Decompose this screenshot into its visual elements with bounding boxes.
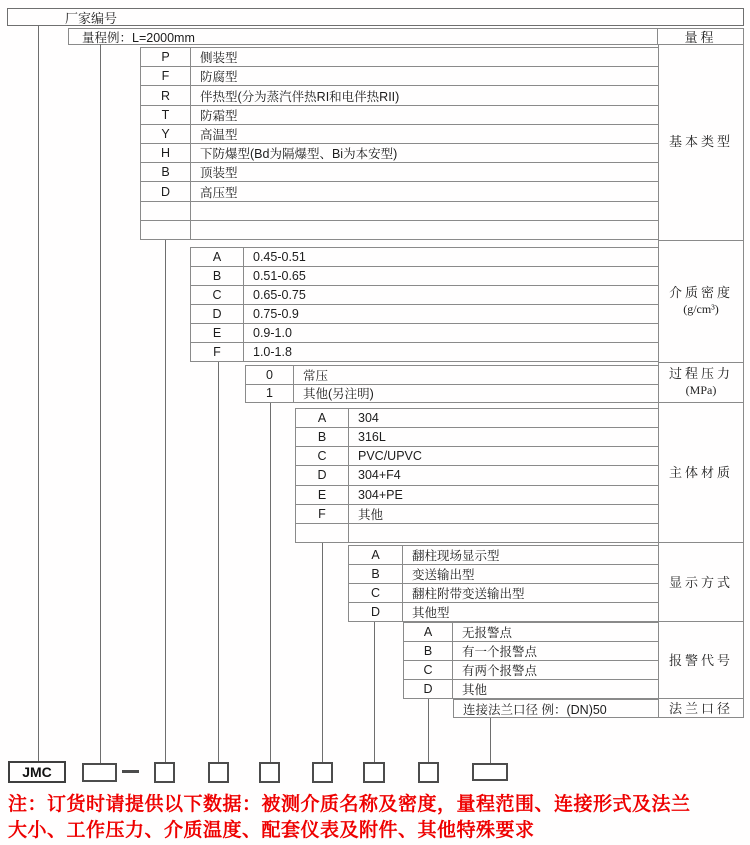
section-table-flange — [453, 699, 658, 718]
side-label-material — [659, 402, 743, 542]
row-pressure-1 — [245, 384, 658, 403]
description-cell: 伴热型(分为蒸汽伴热RI和电伴热RII) — [200, 89, 400, 104]
row-density-E — [190, 323, 658, 342]
model-code-box — [312, 762, 333, 783]
code-cell: A — [296, 409, 349, 427]
row-material-A — [295, 408, 658, 427]
model-code-box — [259, 762, 280, 783]
row-material-empty — [295, 523, 658, 542]
code-cell: R — [141, 86, 191, 104]
side-label-text: 基本类型 — [668, 134, 733, 150]
code-cell: H — [141, 144, 191, 162]
section-table-material — [295, 408, 658, 543]
description-cell: 0.51-0.65 — [253, 269, 306, 283]
description-cell: 其他 — [462, 683, 488, 697]
description-cell: 304 — [358, 411, 379, 426]
description-cell: 防霜型 — [200, 108, 238, 123]
manufacturer-code-label: 厂家编号 — [65, 10, 118, 26]
row-basic_type-Y — [140, 124, 658, 143]
code-cell: B — [141, 163, 191, 181]
section-table-pressure — [245, 365, 658, 403]
model-separator-dash — [122, 770, 139, 773]
row-alarm-C — [403, 660, 658, 679]
row-basic_type-T — [140, 105, 658, 124]
side-label-subtext: (g/cm³) — [683, 302, 719, 317]
code-cell: A — [191, 248, 244, 266]
code-cell: C — [191, 286, 244, 304]
description-cell — [191, 221, 658, 239]
code-cell: T — [141, 106, 191, 124]
code-cell: F — [141, 67, 191, 85]
code-cell: 1 — [246, 385, 294, 403]
manufacturer-code-row — [7, 8, 744, 26]
model-code-box — [418, 762, 439, 783]
code-cell: F — [296, 505, 349, 523]
side-label-alarm — [659, 621, 743, 698]
row-density-B — [190, 266, 658, 285]
side-label-text: 报警代号 — [668, 652, 733, 668]
row-density-D — [190, 304, 658, 323]
description-cell: 下防爆型(Bd为隔爆型、Bi为本安型) — [200, 147, 398, 162]
section-table-display — [348, 545, 658, 622]
side-label-text: 介质密度 — [668, 285, 733, 301]
row-density-A — [190, 247, 658, 266]
connector-line — [374, 622, 375, 763]
code-cell: D — [296, 466, 349, 484]
section-table-alarm — [403, 622, 658, 699]
code-cell: D — [191, 305, 244, 323]
row-flange-main — [453, 699, 658, 717]
connector-line — [165, 240, 166, 763]
code-cell: E — [296, 486, 349, 504]
code-cell: C — [349, 584, 403, 602]
row-basic_type-F — [140, 66, 658, 85]
description-cell: 变送输出型 — [412, 568, 475, 582]
side-label-flange — [659, 698, 743, 717]
description-cell: 1.0-1.8 — [253, 345, 292, 359]
connector-line — [428, 699, 429, 763]
model-prefix-box: JMC — [8, 761, 66, 783]
description-cell: 0.9-1.0 — [253, 326, 292, 340]
description-cell: 0.45-0.51 — [253, 250, 306, 264]
row-basic_type-empty — [140, 220, 658, 239]
connector-line — [100, 44, 101, 763]
ordering-note — [8, 792, 748, 844]
range-example-text: 量程例：L=2000mm — [82, 30, 195, 45]
row-basic_type-H — [140, 143, 658, 162]
code-cell: D — [404, 680, 453, 698]
code-cell: D — [141, 182, 191, 200]
side-label-text: 显示方式 — [668, 574, 733, 590]
model-code-box — [363, 762, 385, 783]
ordering-note-line1: 注：订货时请提供以下数据：被测介质名称及密度，量程范围、连接形式及法兰 — [8, 794, 691, 815]
row-material-E — [295, 485, 658, 504]
description-cell — [191, 202, 658, 220]
code-cell: F — [191, 343, 244, 361]
row-pressure-0 — [245, 365, 658, 384]
description-cell: 连接法兰口径 例：(DN)50 — [463, 702, 607, 717]
row-material-C — [295, 446, 658, 465]
code-cell — [296, 524, 349, 542]
connector-line — [218, 362, 219, 763]
range-example-row — [68, 28, 744, 45]
model-code-box — [472, 763, 508, 781]
row-basic_type-B — [140, 162, 658, 181]
code-cell: B — [296, 428, 349, 446]
side-label-text: 法兰口径 — [668, 700, 733, 716]
code-cell: B — [349, 565, 403, 583]
row-material-B — [295, 427, 658, 446]
row-basic_type-R — [140, 85, 658, 104]
row-basic_type-P — [140, 47, 658, 66]
connector-line — [38, 26, 39, 763]
row-alarm-A — [403, 622, 658, 641]
description-cell: 316L — [358, 430, 386, 445]
description-cell: 其他型 — [412, 606, 450, 620]
description-cell: 翻柱附带变送输出型 — [412, 587, 525, 601]
model-code-box — [208, 762, 229, 783]
description-cell: 0.65-0.75 — [253, 288, 306, 302]
description-cell: 高温型 — [200, 127, 238, 142]
code-cell — [141, 202, 191, 220]
description-cell: 有一个报警点 — [462, 645, 538, 659]
code-cell: A — [404, 623, 453, 641]
row-density-C — [190, 285, 658, 304]
connector-line — [322, 543, 323, 763]
row-density-F — [190, 342, 658, 361]
description-cell: 304+F4 — [358, 468, 401, 483]
row-material-F — [295, 504, 658, 523]
code-cell: C — [404, 661, 453, 679]
connector-line — [490, 718, 491, 763]
row-display-A — [348, 545, 658, 564]
side-label-text: 过程压力 — [668, 366, 733, 382]
section-table-density — [190, 247, 658, 362]
description-cell: 其他(另注明) — [303, 387, 374, 402]
description-cell: 翻柱现场显示型 — [412, 549, 500, 563]
description-cell: PVC/UPVC — [358, 449, 422, 464]
row-alarm-D — [403, 679, 658, 698]
code-cell: E — [191, 324, 244, 342]
description-cell — [349, 524, 658, 542]
code-cell: Y — [141, 125, 191, 143]
code-cell: 0 — [246, 366, 294, 384]
code-cell: B — [191, 267, 244, 285]
side-label-text: 主体材质 — [668, 465, 733, 481]
code-cell — [141, 221, 191, 239]
row-basic_type-D — [140, 181, 658, 200]
description-cell: 无报警点 — [462, 626, 513, 640]
description-cell: 顶装型 — [200, 166, 238, 181]
description-cell: 其他 — [358, 507, 384, 522]
row-material-D — [295, 465, 658, 484]
ordering-note-line2: 大小、工作压力、介质温度、配套仪表及附件、其他特殊要求 — [8, 820, 535, 841]
code-cell: A — [349, 546, 403, 564]
model-code-box — [82, 763, 117, 782]
description-cell: 常压 — [303, 368, 329, 383]
description-cell: 防腐型 — [200, 70, 238, 85]
side-label-subtext: (MPa) — [685, 383, 717, 398]
category-label-column — [658, 44, 744, 718]
code-cell: C — [296, 447, 349, 465]
row-alarm-B — [403, 641, 658, 660]
side-label-basic_type — [659, 44, 743, 240]
side-label-pressure — [659, 362, 743, 403]
row-display-C — [348, 583, 658, 602]
description-cell: 侧装型 — [200, 51, 238, 66]
description-cell: 0.75-0.9 — [253, 307, 299, 321]
model-code-box — [154, 762, 175, 783]
description-cell: 304+PE — [358, 487, 403, 502]
side-label-density — [659, 240, 743, 362]
description-cell: 高压型 — [200, 185, 238, 200]
row-basic_type-empty — [140, 201, 658, 220]
code-cell: P — [141, 48, 191, 66]
connector-line — [270, 403, 271, 763]
row-display-D — [348, 602, 658, 621]
row-display-B — [348, 564, 658, 583]
description-cell: 有两个报警点 — [462, 664, 538, 678]
code-cell: B — [404, 642, 453, 660]
section-table-basic_type — [140, 47, 658, 240]
side-label-display — [659, 542, 743, 621]
side-label-range: 量程 — [657, 29, 743, 44]
code-cell: D — [349, 603, 403, 621]
